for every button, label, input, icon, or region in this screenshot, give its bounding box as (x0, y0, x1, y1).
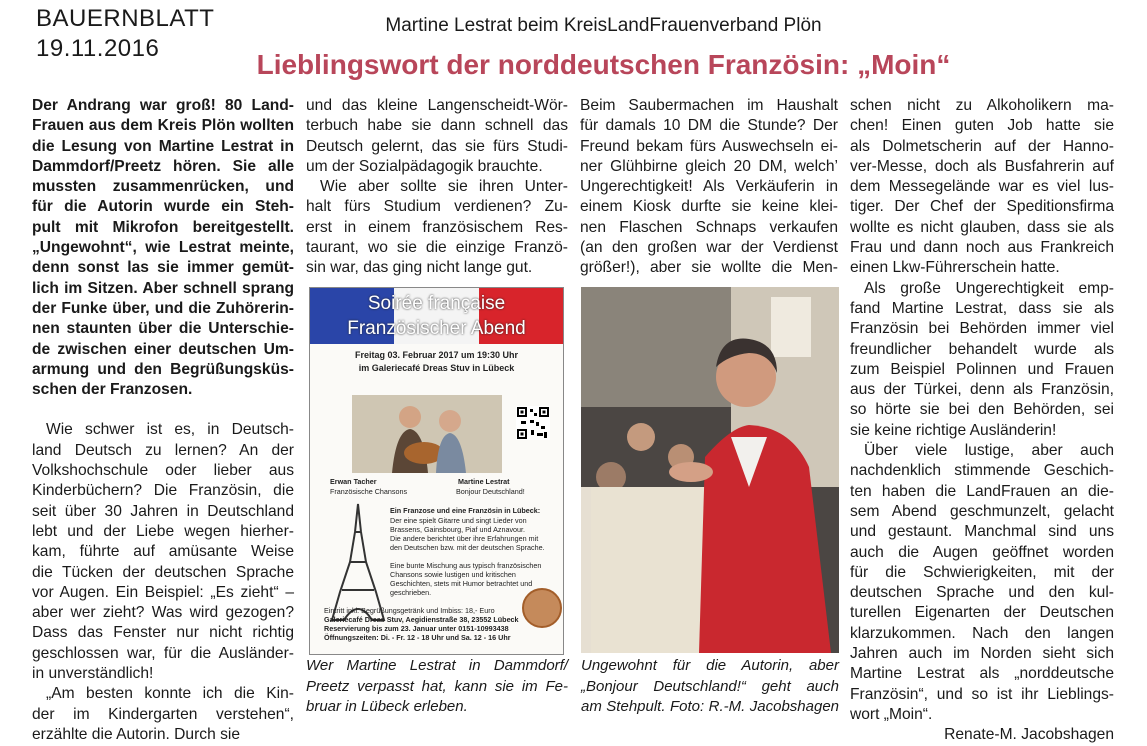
cafe-logo (522, 588, 562, 628)
poster-date: Freitag 03. Februar 2017 um 19:30 Uhr (354, 350, 519, 360)
lead-paragraph (32, 96, 294, 400)
text-line: Volkshochschule oder lieber aus (32, 462, 294, 480)
text-line: Ungewohnt für die Autorin, aber (581, 657, 839, 674)
text-line: sin war, das ging nicht lange gut. (306, 259, 533, 277)
text-line: mussten zusammenrücken, und (32, 178, 294, 196)
poster-blurb (390, 516, 545, 597)
paper-name: BAUERNBLATT (36, 5, 215, 32)
text-line: so hörte sie bei den Behörden, sei (850, 401, 1114, 419)
text-line: um der Sozialpädagogik brauchte. (306, 157, 543, 175)
text-line: ner Glühbirne gleich 20 DM, welch’ (580, 157, 838, 175)
text-line: wollte es nicht glauben, dass sie als (850, 218, 1114, 236)
body-paragraph (580, 96, 838, 279)
text-line: Ungerechtigkeit! Als Verkäuferin in (580, 178, 838, 196)
text-line: und das kleine Langenscheidt-Wör- (306, 97, 568, 114)
text-line: und gestaunt. Manchmal sind uns (850, 523, 1114, 541)
text-line: ver-Messe, doch als Busfahrerin auf (850, 157, 1114, 175)
author-photo (581, 287, 839, 653)
text-line: Eine bunte Mischung aus typisch französischen (390, 561, 542, 570)
headline: Lieblingswort der norddeutschen Französin: „Moin“ (256, 49, 951, 80)
text-line: Öffnungszeiten: Di. - Fr. 12 - 18 Uhr und Sa. 12 - 16 Uhr (324, 633, 511, 642)
author-byline: Renate-M. Jacobshagen (944, 726, 1114, 744)
text-line: Dammdorf/Preetz hören. Sie alle (32, 157, 294, 175)
musicians-photo (352, 395, 502, 473)
text-line: dem Messegelände war es viel lus- (850, 178, 1114, 196)
text-line: Wie aber sollte sie ihren Unter- (320, 178, 568, 196)
text-line: Beim Saubermachen im Haushalt (580, 97, 838, 114)
text-line: Eintritt inkl. Begrüßungsgetränk und Imbiss: 18,- Euro (324, 606, 495, 615)
text-line: für die Schwierigkeiten, mit der (850, 563, 1114, 581)
text-line: nen staunten über die Unterschie- (32, 320, 294, 338)
text-line: aber wer zieht? Was wird gezogen? (32, 604, 294, 622)
poster-title (310, 288, 563, 341)
text-line: Jahren auch im Norden sieht sich (850, 645, 1114, 663)
paper-date: 19.11.2016 (36, 35, 160, 62)
text-line: lich im Sitzen. Aber schnell sprang (32, 279, 294, 297)
text-line: Dass das Fenster nur nicht richtig (32, 624, 294, 642)
body-paragraph (306, 96, 568, 279)
text-line: bruar in Lübeck erleben. (306, 698, 468, 715)
text-line: als Dolmetscherin auf der Hanno- (850, 137, 1114, 155)
text-line: Als große Ungerechtigkeit emp- (864, 279, 1114, 297)
text-line: geschrieben. (390, 588, 432, 597)
poster-right-sub: Bonjour Deutschland! (456, 487, 525, 496)
text-line: Chansons sowie lustigen und kritischen (390, 570, 516, 579)
text-line: armung und den Begrüßungsküs- (32, 360, 294, 378)
text-line: Preetz verpasst hat, kann sie im Fe- (306, 677, 568, 695)
text-line: der Funke über, und die Zuhörerin- (32, 299, 294, 317)
text-line: Geschichten, stets mit Humor betrachtet und (390, 579, 533, 588)
text-line: die Lesung von Martine Lestrat in (32, 137, 294, 155)
text-line: wort „Moin“. (850, 705, 933, 723)
text-line: Über viele lustige, aber auch (864, 442, 1114, 460)
text-line: Der Andrang war groß! 80 Land- (32, 97, 294, 114)
text-line: land Deutsch zu lernen? An der (32, 441, 294, 459)
qr-code-icon (516, 406, 550, 440)
poster-left-name: Erwan Tacher (330, 477, 377, 486)
text-line: nen Flaschen Schnaps verkaufen (580, 218, 838, 236)
text-line: denn sonst las sie immer gemüt- (32, 259, 294, 277)
text-line: lebt und der Liebe wegen hierher- (32, 522, 294, 540)
poster-footer (324, 606, 519, 642)
text-line: tiger. Der Chef der Speditionsfirma (850, 198, 1114, 216)
poster-blurb-title: Ein Franzose und eine Französin in Lübeck: (390, 506, 541, 515)
text-line: Freund bekam fürs Auswechseln ei- (580, 137, 838, 155)
text-line: (an den großen war der Verdienst (580, 239, 838, 257)
article-column-2 (306, 96, 568, 279)
text-line: Deutsch gelernt, das sie fürs Studi- (306, 137, 568, 155)
text-line: sem Abend geschmunzelt, gelacht (850, 502, 1114, 520)
text-line: Frau und dann noch aus Frankreich (850, 239, 1114, 257)
text-line: „Am besten konnte ich die Kin- (46, 685, 294, 703)
body-paragraph (32, 420, 294, 745)
text-line: die Tücken der deutschen Sprache (32, 563, 294, 581)
text-line: Wer Martine Lestrat in Dammdorf/ (306, 657, 568, 674)
text-line: Französin bei Behörden immer viel (850, 320, 1114, 338)
article-column-3 (580, 96, 838, 279)
text-line: fand Martine Lestrat, dass sie als (850, 299, 1114, 317)
kicker: Martine Lestrat beim KreisLandFrauenverband Plön (385, 15, 822, 36)
text-line: pult mit Mikrofon bereitgestellt. (32, 218, 294, 236)
text-line: Brassens, Gainsbourg, Piaf und Aznavour. (390, 525, 526, 534)
text-line: am Stehpult. Foto: R.-M. Jacobshagen (581, 698, 839, 715)
text-line: Martine Lestrat als „norddeutsche (850, 665, 1114, 683)
event-poster (309, 287, 564, 655)
poster-right-name: Martine Lestrat (458, 477, 510, 486)
text-line: schen nicht zu Alkoholikern ma- (850, 97, 1114, 114)
poster-left-sub: Französische Chansons (330, 487, 408, 496)
text-line: erst in einem französischem Res- (306, 218, 568, 236)
text-line: seit über 30 Jahren in Deutschland (32, 502, 294, 520)
text-line: schen der Franzosen. (32, 381, 193, 399)
text-line: klarzukommen. Nach den langen (850, 624, 1114, 642)
text-line: erzählte die Autorin. Durch sie (32, 725, 241, 743)
photo-caption (581, 656, 839, 718)
text-line: terbuch habe sie dann schnell das (306, 117, 568, 135)
text-line: der im Kindergarten verstehen“, (32, 705, 294, 723)
text-line: aus der Türkei, denn als Französin, (850, 381, 1114, 399)
text-line: deutschen Sprache und den kul- (850, 584, 1114, 602)
text-line: Der eine spielt Gitarre und singt Lieder von (390, 516, 527, 525)
text-line: de zwischen einer deutschen Um- (32, 340, 294, 358)
poster-title-2: Französischer Abend (347, 318, 526, 339)
text-line: zum Beispiel Polinnen und Frauen (850, 360, 1114, 378)
poster-caption (306, 656, 568, 718)
text-line: Galeriecafé Dreas Stuv, Aegidienstraße 38, 23552 Lübeck (324, 615, 519, 624)
text-line: Wie schwer ist es, in Deutsch- (46, 421, 294, 439)
text-line: turellen Eigenarten der Deutschen (850, 604, 1114, 622)
poster-title-1: Soirée française (367, 293, 506, 314)
text-line: Die andere berichtet über ihre Erfahrungen mit (390, 534, 539, 543)
text-line: Reservierung bis zum 23. Januar unter 0151-10993438 (324, 624, 509, 633)
text-line: den Deutschen bzw. mit der deutschen Sprache. (390, 543, 545, 552)
eiffel-tower-icon (328, 502, 388, 622)
article-column-4 (850, 96, 1114, 746)
text-line: taurant, wo sie die einzige Franzö- (306, 239, 568, 257)
text-line: ten haben die LandFrauen an die- (850, 482, 1114, 500)
article-column-1 (32, 96, 294, 745)
text-line: für die Autorin wurde ein Steh- (32, 198, 294, 216)
body-paragraph (850, 96, 1114, 725)
text-line: nachdenklich stimmende Geschich- (850, 462, 1114, 480)
text-line: Frauen aus dem Kreis Plön wollten (32, 117, 294, 135)
text-line: Kinderbüchern? Die Französin, die (32, 482, 294, 500)
text-line: „Ungewohnt“, wie Lestrat meinte, (32, 239, 294, 257)
text-line: einem Kiosk durfte sie keine klei- (580, 198, 838, 216)
text-line: auch die Augen geöffnet worden (850, 543, 1114, 561)
text-line: chen! Einen guten Job hatte sie (850, 117, 1114, 135)
text-line: vor Augen. Ein Beispiel: „Es zieht“ – (32, 583, 294, 601)
text-line (390, 552, 545, 561)
text-line: geschlossen war, für die Ausländer- (32, 644, 294, 662)
text-line: einen Lkw-Führerschein hatte. (850, 259, 1060, 277)
text-line: freundlicher behandelt wurde als (850, 340, 1114, 358)
text-line: halt fürs Studium verdienen? Zu- (306, 198, 568, 216)
text-line: „Bonjour Deutschland!“ geht auch (581, 677, 839, 695)
text-line: Französin“, und so ist ihr Lieblings- (850, 685, 1114, 703)
text-line: in unverständlich! (32, 665, 154, 683)
text-line: sie keine richtige Ausländerin! (850, 421, 1057, 439)
poster-venue: im Galeriecafé Dreas Stuv in Lübeck (358, 363, 515, 373)
text-line: kam, führte auf amüsante Weise (32, 543, 294, 561)
text-line: für damals 10 DM die Stunde? Der (580, 117, 838, 135)
text-line: größer!), aber sie wollte die Men- (580, 259, 838, 277)
